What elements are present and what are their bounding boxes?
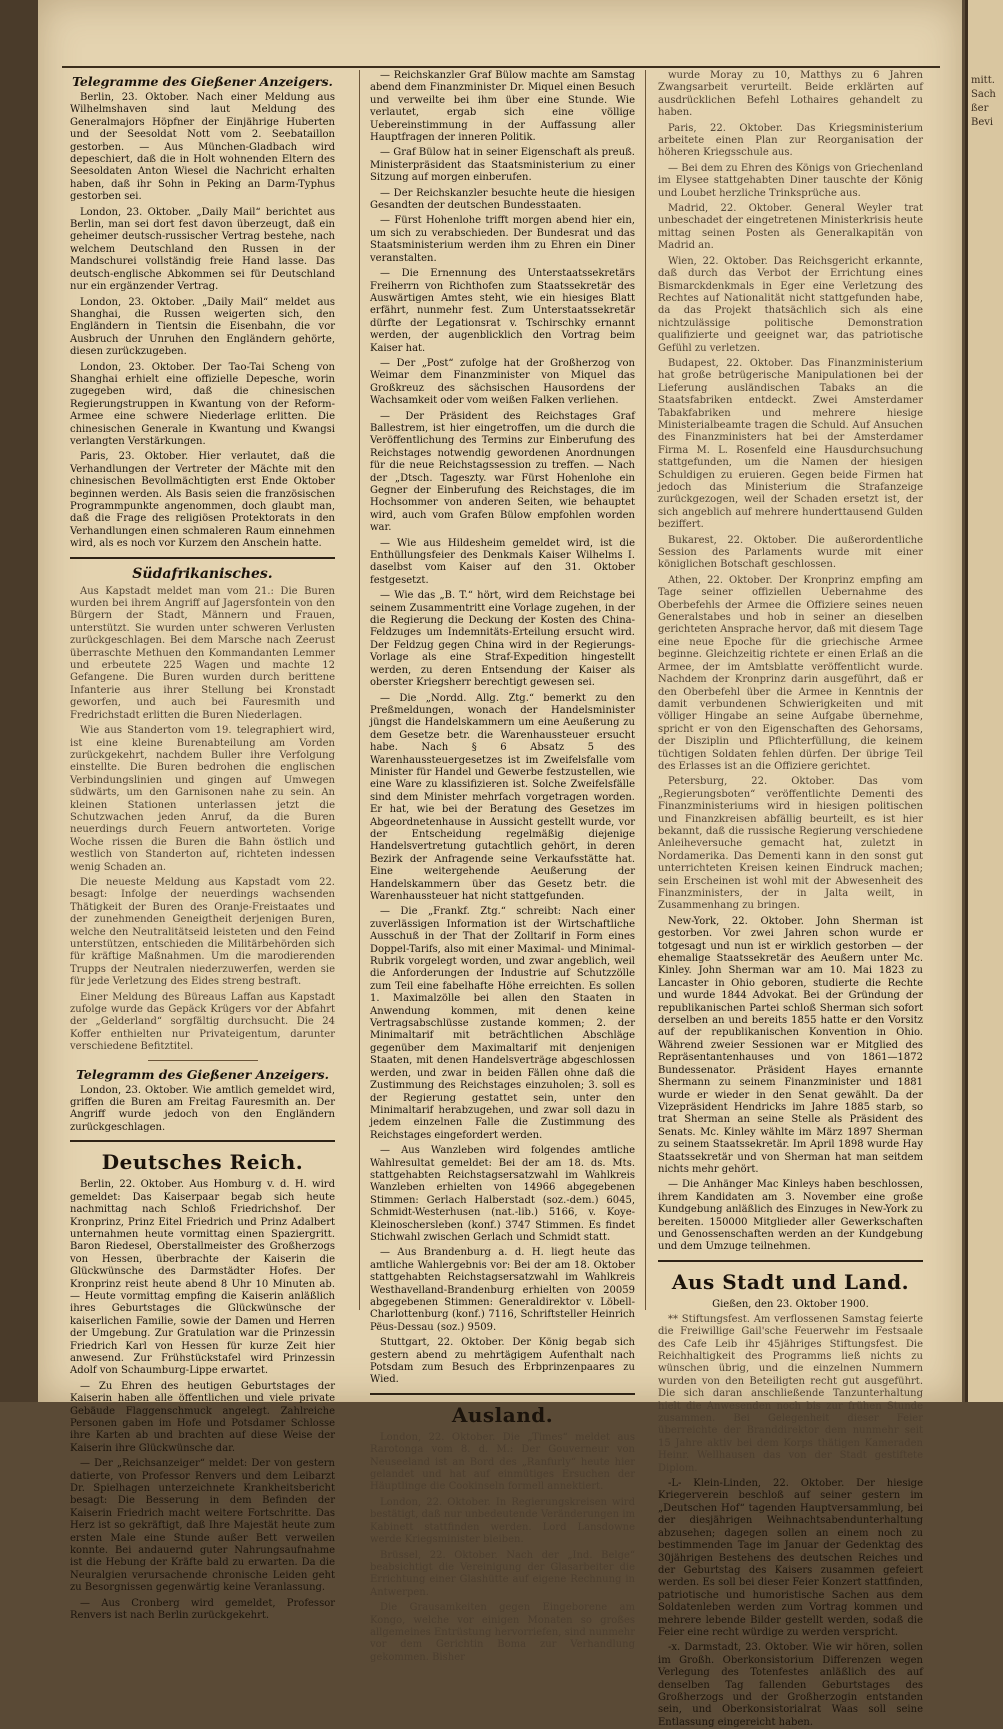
article-paragraph: London, 22. Oktober. Die „Times“ meldet aus Rarotonga vom 8. d. M.: Der Gouverneur von Neuseeland ist an Bord des „Ranfurly“ heute hier gelandet und hat auf einmütiges Ersuchen der Häuptlinge die Cookinseln formell annektiert. [370, 1431, 635, 1493]
article-paragraph: Paris, 23. Oktober. Hier verlautet, daß die Verhandlungen der Vertreter der Mächte mit den chinesischen Bevollmächtigten erst Ende Oktober beginnen werden. Als Basis seien die französischen Programmpunkte angenommen, doch glaubt man, daß die Frage des religiösen Protektorats in den Verhandlungen einen schmaleren Raum einnehmen wird, als es noch vor Kurzem den Anschein hatte. [70, 451, 335, 550]
article-paragraph: — Die Ernennung des Unterstaatssekretärs Freiherrn von Richthofen zum Staatssekretär des Auswärtigen Amtes steht, wie ein hiesiges Blatt erfährt, nunmehr fest. Zum Unterstaatssekretär dürfte der Legationsrat v. Tschirschky ernannt werden, der augenblicklich den Vortrag beim Kaiser hat. [370, 268, 635, 354]
column-rule [645, 70, 646, 1310]
article-paragraph: New-York, 22. Oktober. John Sherman ist gestorben. Vor zwei Jahren schon wurde er totgesagt und nun ist er wirklich gestorben — der ehemalige Staatssekretär des Aeußern unter Mc. Kinley. John Sherman war am 10. Mai 1823 zu Lancaster in Ohio geboren, studierte die Rechte und wurde 1844 Advokat. Bei der Gründung der republikanischen Partei schloß Sherman sich sofort derselben an und bereits 1855 hatte er den Vorsitz auf der republikanischen Konvention in Ohio. Während zweier Sessionen war er Mitglied des Repräsentantenhauses und von 1861—1872 Bundessenator. Präsident Hayes ernannte Shermann zu seinem Finanzminister und 1881 wurde er wieder in den Senat gewählt. Da der Vizepräsident Hendricks im Jahre 1885 starb, so trat Sherman an seine Stelle als Präsident des Senats. Mc. Kinley wählte im März 1897 Sherman zu seinem Staatssekretär. Im April 1898 wurde Hay Staatssekretär und von Sherman hat man seitdem nichts mehr gehört. [658, 915, 923, 1175]
article-paragraph: Madrid, 22. Oktober. General Weyler trat unbeschadet der eingetretenen Ministerkrisis heute mittag seinen Posten als Generalkapitän von Madrid an. [658, 203, 923, 252]
article-paragraph: — Die Anhänger Mac Kinleys haben beschlossen, ihrem Kandidaten am 3. November eine große Kundgebung anläßlich des Einzuges in New-York zu bereiten. 150000 Mitglieder aller Gewerkschaften und Genossenschaften werden an der Kundgebung und dem Umzuge teilnehmen. [658, 1179, 923, 1253]
column-rule [359, 70, 360, 1310]
article-paragraph: Einer Meldung des Büreaus Laffan aus Kapstadt zufolge wurde das Gepäck Krügers vor der Abfahrt der „Gelderland“ sorgfältig durchsucht. Die 24 Koffer enthielten nur Privateigentum, darunter verschiedene Befitztitel. [70, 991, 335, 1053]
article-paragraph: — Der Präsident des Reichstages Graf Ballestrem, ist hier eingetroffen, um die durch die Veröffentlichung des Termins zur Einberufung des Reichstages notwendig gewordenen Anordnungen für die neue Reichstagssession zu treffen. — Nach der „Dtsch. Tageszty. war Fürst Hohenlohe ein Gegner der Einberufung des Reichstages, die im Hochsommer von anderen Seiten, wie behauptet wird, auch vom Grafen Bülow empfohlen worden war. [370, 410, 635, 534]
article-paragraph: Bukarest, 22. Oktober. Die außerordentliche Session des Parlaments wurde mit einer königlichen Botschaft geschlossen. [658, 534, 923, 571]
article-paragraph: Berlin, 22. Oktober. Aus Homburg v. d. H. wird gemeldet: Das Kaiserpaar begab sich heute nachmittag nach Schloß Friedrichshof. Der Kronprinz, Prinz Eitel Friedrich und Prinz Adalbert unternahmen heute vormittag einen Spaziergritt. Baron Riedesel, Oberstallmeister des Großherzogs von Hessen, überbrachte der Kaiserin die Glückwünsche des Darmstädter Hofes. Der Kronprinz reist heute abend 8 Uhr 10 Minuten ab. — Heute vormittag empfing die Kaiserin anläßlich ihres Geburtstages die Glückwünsche der kaiserlichen Familie, sowie der Damen und Herren der Umgebung. Zur Gratulation war die Prinzessin Friedrich Karl von Hessen für kurze Zeit hier anwesend. Zur Frühstückstafel wird Prinzessin Adolf von Schaumburg-Lippe erwartet. [70, 1179, 335, 1377]
article-paragraph: — Graf Bülow hat in seiner Eigenschaft als preuß. Ministerpräsident das Staatsministerium zu einer Sitzung auf morgen einberufen. [370, 147, 635, 184]
article-paragraph: — Wie das „B. T.“ hört, wird dem Reichstage bei seinem Zusammentritt eine Vorlage zugehen, in der die Regierung die Deckung der Kosten des China-Feldzuges um Indemnitäts-Erteilung ersucht wird. Der Feldzug gegen China wird in der Regierungs-Vorlage als eine Straf-Expedition hingestellt werden, zu deren Entsendung der Kaiser als oberster Kriegsherr berechtigt gewesen sei. [370, 590, 635, 689]
article-paragraph: ** Stiftungsfest. Am verflossenen Samstag feierte die Freiwillige Gail'sche Feuerwehr im Festsaale des Cafe Leib ihr 45jähriges Stiftungsfest. Die Reichhaltigkeit des Programms ließ nichts zu wünschen übrig, und die einzelnen Nummern wurden von den Beteiligten recht gut ausgeführt. Die sich daran anschließende Tanzunterhaltung hielt die Anwesenden noch bis zur frühen Stunde zusammen. Bei Gelegenheit dieser Feier überreichte der Branddirektor dem nunmehr seit 15 Jahre aktiv bei dem Korps thätigen Kameraden Heinr. Wellhausen das von der Stadt gestiftete Diplom. [658, 1313, 923, 1474]
article-paragraph: — Der „Reichsanzeiger“ meldet: Der von gestern datierte, von Professor Renvers und dem Leibarzt Dr. Spielhagen unterzeichnete Krankheitsbericht besagt: Die Besserung in dem Befinden der Kaiserin Friedrich macht weitere Fortschritte. Das Herz ist so gekräftigt, daß Ihre Majestät heute zum ersten Male eine Stunde außer Bett verweilen konnte. Bei andauernd guter Nahrungsaufnahme ist die Hebung der Kräfte bald zu erwarten. Da die Neuralgien verursachende chronische Leiden geht zu Besorgnissen gegenwärtig keine Veranlassung. [70, 1458, 335, 1594]
adjacent-page-fragment: mitt. Sach ßer Bevi [965, 0, 1003, 1402]
section-heading: Telegramm des Gießener Anzeigers. [76, 1066, 329, 1082]
article-paragraph: London, 23. Oktober. Wie amtlich gemeldet wird, griffen die Buren am Freitag Fauresmith an. Der Angriff wurde jedoch von den Engländern zurückgeschlagen. [70, 1084, 335, 1133]
article-paragraph: Die Grausamkeiten gegen Eingeborene am Kongo, welche vor einigen Monaten so großes allgemeines Entrüstung hervorriefen, sind nunmehr vor dem Gerichtin Boma zur Verhandlung gekommen. Bisher [370, 1602, 635, 1663]
article-paragraph: Berlin, 23. Oktober. Nach einer Meldung aus Wilhelmshaven sind laut Meldung des Generalmajors Höpfner der Einjährige Huberten und der Seesoldat Nott vom 2. Seebataillon gestorben. — Aus München-Gladbach wird depeschiert, daß die in Holt wohnenden Eltern des Seesoldaten Anton Wiesel die Nachricht erhalten haben, daß ihr Sohn in Peking an Darm-Typhus gestorben sei. [70, 92, 335, 203]
article-paragraph: Petersburg, 22. Oktober. Das vom „Regierungsboten“ veröffentlichte Dementi des Finanzministeriums wird in hiesigen politischen und Finanzkreisen abfällig beurteilt, es ist hier bekannt, daß die russische Regierung verschiedene Anleiheversuche gemacht hat, zuletzt in Nordamerika. Das Dementi kann in den sonst gut unterrichteten Kreisen keinen Eindruck machen; sein Erscheinen ist wohl mit der Abwesenheit des Finanzministers, der in Jalta weilt, in Zusammenhang zu bringen. [658, 776, 923, 912]
section-divider [70, 1140, 335, 1142]
article-paragraph: — Aus Brandenburg a. d. H. liegt heute das amtliche Wahlergebnis vor: Bei der am 18. Oktober stattgehabten Reichstagsersatzwahl im Wahlkreis Westhavelland-Brandenburg erhielten von 20059 abgegebenen Stimmen: Generaldirektor v. Löbell-Charlottenburg (konf.) 7116, Schriftsteller Heinrich Pëus-Dessau (soz.) 9509. [370, 1247, 635, 1333]
article-paragraph: — Zu Ehren des heutigen Geburtstages der Kaiserin haben alle öffentlichen und viele private Gebäude Flaggenschmuck angelegt. Zahlreiche Personen gaben im Hofe und Potsdamer Schlosse ihre Karten ab und brachten auf diese Weise der Kaiserin ihre Glückwünsche dar. [70, 1380, 335, 1454]
section-heading: Ausland. [451, 1402, 554, 1427]
divider [148, 1060, 258, 1061]
article-paragraph: Brüssel, 22. Oktober. Nach der „Ind. Belge“ beabsichtigt die Vereinigung der Glasarbeiter die Errichtung einer Glashütte auf eigene Rechnung in Antwerpen. [370, 1549, 635, 1598]
section-heading: Deutsches Reich. [101, 1150, 304, 1175]
article-paragraph: — Die „Frankf. Ztg.“ schreibt: Nach einer zuverlässigen Information ist der Wirtschaftliche Ausschuß in der That der Zolltarif in Form eines Doppel-Tarifs, also mit einer Maximal- und Minimal-Rubrik vorgelegt worden, und zwar angeblich, weil die Anforderungen der Industrie auf Schutzzölle zum Teil eine fabelhafte Höhe erreichten. Es sollen 1. Maximalzölle bei allen den Staaten in Anwendung kommen, mit denen keine Vertragsabschlüsse zustande kommen; 2. der Minimaltarif mit beträchtlichen Abschläge gegenüber dem Maximaltarif mit denjenigen Staaten, mit denen Handelsverträge abgeschlossen werden, und zwar in beiden Fällen ohne daß die Zustimmung des Reichstages einzuholen; 3. soll es der Regierung gestattet sein, unter den Minimaltarif herabzugehen, und zwar soll dazu in jedem einzelnen Falle die Zustimmung des Reichstages eingefordert werden. [370, 906, 635, 1141]
section-heading: Südafrikanisches. [132, 565, 273, 582]
article-paragraph: London, 22. Oktober. In Regierungskreisen wird bestätigt, daß nur unbedeutende Veränderungen im Kabinett stattfinden werden. Lord Lansdowne werde Kriegsminister bleiben. [370, 1496, 635, 1546]
header-rule [62, 66, 940, 68]
dateline: Gießen, den 23. Oktober 1900. [712, 1298, 869, 1310]
column-3 [658, 70, 923, 1728]
article-paragraph: -x. Darmstadt, 23. Oktober. Wie wir hören, sollen im Großh. Oberkonsistorium Differenzen wegen Verlegung des Totenfestes anläßlich des auf denselben Tag fallenden Geburtstages des Großherzogs und der Großherzogin entstanden sein, und Oberkonsistorialrat Waas soll seine Entlassung eingereicht haben. [658, 1642, 923, 1728]
article-paragraph: London, 23. Oktober. „Daily Mail“ meldet aus Shanghai, die Russen weigerten sich, den Engländern in Tientsin die Eisenbahn, die vor Ausbruch der Unruhen den Engländern gehörte, diesen zurückzugeben. [70, 296, 335, 358]
article-paragraph: — Fürst Hohenlohe trifft morgen abend hier ein, um sich zu verabschieden. Der Bundesrat und das Staatsministerium werden ihm zu Ehren ein Diner veranstalten. [370, 215, 635, 264]
article-paragraph: Paris, 22. Oktober. Das Kriegsministerium arbeitete einen Plan zur Reorganisation der höheren Kriegsschule aus. [658, 122, 923, 159]
section-heading: Telegramme des Gießener Anzeigers. [72, 74, 333, 89]
article-paragraph: — Reichskanzler Graf Bülow machte am Samstag abend dem Finanzminister Dr. Miquel einen Besuch und verweilte bei ihm über eine Stunde. Wie verlautet, ergab sich eine völlige Uebereinstimmung in der Auffassung aller Hauptfragen der inneren Politik. [370, 70, 635, 144]
article-paragraph: Wie aus Standerton vom 19. telegraphiert wird, ist eine kleine Burenabteilung am Vorden zurückgekehrt, nachdem Buller ihre Verfolgung einstellte. Die Buren bedrohen die englischen Verbindungslinien und gingen auf Umwegen südwärts, um den Garnisonen nahe zu sein. An kleinen Stationen unterlassen jetzt die Schutzwachen jeden Anruf, da die Buren neuerdings durch Feuern antworteten. Vorige Woche rissen die Buren die Bahn östlich und westlich von Standerton auf, richteten indessen wenig Schaden an. [70, 725, 335, 873]
article-paragraph: — Bei dem zu Ehren des Königs von Griechenland im Elysee stattgehabten Diner tauschte der König und Loubet herzliche Trinksprüche aus. [658, 162, 923, 199]
article-paragraph: wurde Moray zu 10, Matthys zu 6 Jahren Zwangsarbeit verurteilt. Beide erklärten auf ausdrücklichen Befehl Lothaires gehandelt zu haben. [658, 70, 923, 119]
article-paragraph: Aus Kapstadt meldet man vom 21.: Die Buren wurden bei ihrem Angriff auf Jagersfontein von den Bürgern der Stadt, Männern und Frauen, unterstützt. Sie wurden unter schweren Verlusten zurückgeschlagen. Bei dem Marsche nach Zeerust überraschte Methuen den Kommandanten Lemmer und erbeutete 225 Wagen und machte 12 Gefangene. Die Buren wurden durch berittene Infanterie aus ihrer Stellung bei Kronstadt geworfen, und auch bei Fauresmith und Fredrichstadt erlitten die Buren Niederlagen. [70, 585, 335, 721]
article-paragraph: — Aus Cronberg wird gemeldet, Professor Renvers ist nach Berlin zurückgekehrt. [70, 1597, 335, 1622]
article-paragraph: Budapest, 22. Oktober. Das Finanzministerium hat große betrügerische Manipulationen bei der Lieferung ausländischen Tabaks an die Staatsfabriken entdeckt. Zwei Amsterdamer Tabakfabriken und mehrere hiesige Ministerialbeamte tragen die Schuld. Auf Ansuchen des Finanzministers hat bei der Amsterdamer Firma M. L. Rosenfeld eine Hausdurchsuchung stattgefunden, um die Namen der hiesigen Schuldigen zu eruieren. Gegen beide Firmen hat jedoch das Ministerium die Strafanzeige zurückgezogen, weil der Schaden ersetzt ist, der sich angeblich auf mehrere hunderttausend Gulden beziffert. [658, 357, 923, 531]
article-paragraph: Die neueste Meldung aus Kapstadt vom 22. besagt: Infolge der neuerdings wachsenden Thätigkeit der Buren des Oranje-Freistaates und der zunehmenden Geneigtheit derjenigen Buren, welche den Neutralitätseid leisteten und den Feind unterstützen, entschieden die Militärbehörden sich für kräftige Maßnahmen. Um die marodierenden Trupps der Neutralen niederzuwerfen, werden sie für jede Verletzung des Eides streng bestraft. [70, 876, 335, 988]
article-paragraph: — Wie aus Hildesheim gemeldet wird, ist die Enthüllungsfeier des Denkmals Kaiser Wilhelms I. daselbst vom Kaiser auf den 31. Oktober festgesetzt. [370, 537, 635, 586]
article-paragraph: Athen, 22. Oktober. Der Kronprinz empfing am Tage seiner offiziellen Uebernahme des Oberbefehls der Armee die Offiziere seines neuen Generalstabes und hob in seiner an dieselben gerichteten Ansprache hervor, daß mit diesem Tage eine neue Epoche für die griechische Armee beginne. Gleichzeitig richtete er einen Erlaß an die Armee, der im Amtsblatte veröffentlicht wurde. Nachdem der Kronprinz darin ausgeführt, daß er den Oberbefehl über die Armee in Kenntnis der damit verbundenen Schwierigkeiten und mit völliger Hingabe an seine Aufgabe übernehme, spricht er von den Eigenschaften des Gehorsams, der Disziplin und Pflichterfüllung, die keinem tüchtigen Soldaten fehlen dürfen. Der übrige Teil des Erlasses ist an die Offiziere gerichtet. [658, 574, 923, 772]
article-paragraph: — Aus Wanzleben wird folgendes amtliche Wahlresultat gemeldet: Bei der am 18. ds. Mts. stattgehabten Reichstagsersatzwahl im Wahlkreis Wanzleben erhielten von 14966 abgegebenen Stimmen: Gerlach Halberstadt (soz.-dem.) 6045, Schmidt-Westerhusen (nat.-lib.) 5166, v. Koye-Kleinoschersleben (konf.) 3747 Stimmen. Es findet Stichwahl zwischen Gerlach und Schmidt statt. [370, 1145, 635, 1243]
column-2 [370, 70, 635, 1663]
article-paragraph: -L- Klein-Linden, 22. Oktober. Der hiesige Kriegerverein beschloß auf seiner gestern im „Deutschen Hof“ tagenden Hauptversammlung, bei der diesjährigen Weihnachtsabendunterhaltung abzusehen; dagegen sollen an einem noch zu bestimmenden Tage im Januar der Gedenktag des 30jährigen Bestehens des deutschen Reiches und der Geburtstag des Kaisers zusammen gefeiert werden. Es soll bei dieser Feier Konzert stattfinden, patriotische und humoristische Sachen aus dem Soldatenleben werden zum Vortrag kommen und mehrere lebende Bilder gestellt werden, sodaß die Feier eine recht würdige zu werden verspricht. [658, 1478, 923, 1638]
article-paragraph: — Der Reichskanzler besuchte heute die hiesigen Gesandten der deutschen Bundesstaaten. [370, 187, 635, 212]
section-heading: Aus Stadt und Land. [671, 1269, 910, 1294]
article-paragraph: Stuttgart, 22. Oktober. Der König begab sich gestern abend zu mehrtägigem Aufenthalt nach Potsdam zum Besuch des Erbprinzenpaares zu Wied. [370, 1337, 635, 1386]
article-paragraph: London, 23. Oktober. „Daily Mail“ berichtet aus Berlin, man sei dort fest davon überzeugt, daß ein geheimer deutsch-russischer Vertrag bestehe, nach welchem Deutschland den Russen in der Mandschurei vollständig freie Hand lasse. Das deutsch-englische Abkommen sei für Deutschland nur ein ergänzender Vertrag. [70, 206, 335, 293]
article-paragraph: — Die „Nordd. Allg. Ztg.“ bemerkt zu den Preßmeldungen, wonach der Handelsminister jüngst die Handelskammern um eine Aeußerung zu dem Gesetze betr. die Warenhaussteuer ersucht habe. Nach § 6 Absatz 5 des Warenhaussteuergesetzes ist im Zweifelsfalle vom Minister für Handel und Gewerbe festzustellen, wie eine Ware zu klassifizieren ist. Solche Zweifelsfälle sind dem Minister mehrfach vorgetragen worden. Er hat, wie bei der Beratung des Gesetzes im Abgeordnetenhause in Aussicht gestellt wurde, vor der Entscheidung regelmäßig diejenige Handelsvertretung gutachtlich gehört, in deren Bezirk der Anfragende seine Verkaufsstätte hat. Eine weitergehende Aeußerung der Handelskammern über das Gesetz betr. die Warenhaussteuer hat nicht stattgefunden. [370, 692, 635, 902]
binding-edge [0, 0, 38, 1402]
article-paragraph: London, 23. Oktober. Der Tao-Tai Scheng von Shanghai erhielt eine offizielle Depesche, worin zugegeben wird, daß die chinesischen Regierungstruppen in Kwantung von der Reform-Armee eine schwere Niederlage erlitten. Die chinesischen Generale in Kwantung und Kwangsi verlangten Verstärkungen. [70, 361, 335, 447]
section-divider [370, 1393, 635, 1395]
section-divider [658, 1260, 923, 1262]
section-divider [70, 557, 335, 559]
column-1 [70, 70, 335, 1622]
article-paragraph: Wien, 22. Oktober. Das Reichsgericht erkannte, daß durch das Verbot der Errichtung eines Bismarckdenkmals in Eger eine Verletzung des Rechtes auf Nationalität nicht stattgefunden habe, da das Projekt thatsächlich sich als eine nichtzulässige politische Demonstration qualifizierte und geeignet war, das patriotische Gefühl zu verletzen. [658, 255, 923, 354]
article-paragraph: — Der „Post“ zufolge hat der Großherzog von Weimar dem Finanzminister von Miquel das Großkreuz des sächsischen Hausordens der Wachsamkeit oder vom weißen Falken verliehen. [370, 357, 635, 407]
